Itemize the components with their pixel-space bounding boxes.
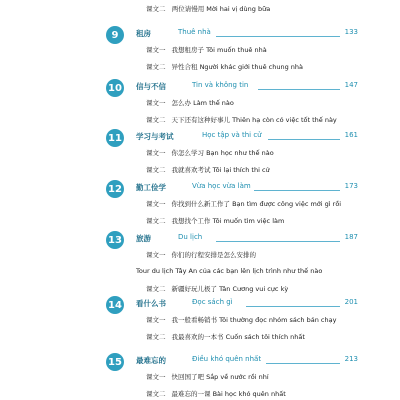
- toc-subentry[interactable]: [146, 62, 303, 71]
- subentry-label: 课文一: [146, 373, 166, 381]
- subentry-label: 课文二: [146, 5, 166, 13]
- lesson-title-vi: Du lịch: [178, 233, 203, 241]
- lesson-title-zh: 租房: [136, 29, 151, 38]
- toc-subentry[interactable]: [146, 148, 274, 157]
- toc-subentry[interactable]: [146, 332, 305, 341]
- lesson-number-badge: 11: [106, 129, 124, 147]
- page-number: 173: [344, 182, 358, 190]
- lesson-heading: [136, 182, 358, 194]
- lesson-heading: [136, 298, 358, 310]
- leader-line: [254, 190, 340, 191]
- lesson-title-vi: Tin và không tin: [192, 81, 249, 89]
- subentry-text: 我一般看畅销书 Tôi thường đọc nhóm sách bán chạy: [171, 316, 337, 324]
- subentry-label: 课文一: [146, 251, 166, 259]
- leader-line: [216, 241, 340, 242]
- subentry-label: 课文一: [146, 46, 166, 54]
- toc-subentry[interactable]: [146, 315, 336, 324]
- subentry-text: 我想找个工作 Tôi muốn tìm việc làm: [171, 217, 285, 225]
- page-number: 147: [344, 81, 358, 89]
- lesson-number-badge: 10: [106, 79, 124, 97]
- lesson-title-zh: 看什么书: [136, 299, 166, 308]
- toc-subentry[interactable]: [146, 372, 269, 381]
- leader-line: [268, 139, 340, 140]
- subentry-text: 怎么办 Làm thế nào: [171, 99, 234, 107]
- toc-subentry[interactable]: [146, 165, 270, 174]
- toc-subentry[interactable]: [146, 216, 284, 225]
- lesson-title-zh: 旅游: [136, 234, 151, 243]
- subentry-label: 课文一: [146, 316, 166, 324]
- subentry-label: 课文一: [146, 149, 166, 157]
- subentry-text: 你们的行程安排是怎么安排的: [171, 251, 256, 259]
- page-number: 213: [344, 355, 358, 363]
- subentry-label: 课文一: [146, 99, 166, 107]
- subentry-text: 你怎么学习 Bạn học như thế nào: [171, 149, 274, 157]
- toc-subentry[interactable]: [146, 199, 341, 208]
- toc-subentry[interactable]: [146, 115, 337, 124]
- lesson-number-badge: 9: [106, 26, 124, 44]
- toc-subentry[interactable]: [146, 98, 234, 107]
- page-number: 161: [344, 131, 358, 139]
- lesson-number-badge: 15: [106, 353, 124, 371]
- toc-subentry[interactable]: [146, 45, 267, 54]
- lesson-heading: [136, 233, 358, 245]
- lesson-heading: [136, 355, 358, 367]
- subentry-label: 课文二: [146, 390, 166, 398]
- toc-subentry[interactable]: [146, 284, 288, 293]
- subentry-text: 我想租房子 Tôi muốn thuê nhà: [171, 46, 267, 54]
- lesson-heading: [136, 81, 358, 93]
- lesson-title-vi: Thuê nhà: [178, 28, 211, 36]
- toc-subentry[interactable]: [146, 250, 256, 259]
- lesson-number-badge: 13: [106, 231, 124, 249]
- subentry-text: 两位请慢用 Mời hai vị dùng bữa: [171, 5, 271, 13]
- lesson-title-vi: Vừa học vừa làm: [192, 182, 251, 190]
- leader-line: [266, 363, 340, 364]
- subentry-text: Tour du lịch Tây An của các bạn lên lịch trình như thế nào: [136, 267, 323, 275]
- subentry-text: 最难忘的一课 Bài học khó quên nhất: [171, 390, 286, 398]
- leader-line: [258, 89, 340, 90]
- lesson-title-zh: 最难忘的: [136, 356, 166, 365]
- subentry-text: 新疆好玩儿极了 Tân Cương vui cực kỳ: [171, 285, 289, 293]
- lesson-heading: [136, 28, 358, 40]
- lesson-heading: [136, 131, 358, 143]
- toc-subentry[interactable]: [136, 267, 322, 275]
- subentry-text: 你找到什么新工作了 Bạn tìm được công việc mới gì rồi: [171, 200, 342, 208]
- toc-subentry: [146, 4, 270, 13]
- subentry-text: 快回国了吧 Sắp về nước rồi nhỉ: [171, 373, 269, 381]
- lesson-title-zh: 学习与考试: [136, 132, 174, 141]
- subentry-label: 课文一: [146, 200, 166, 208]
- page-number: 133: [344, 28, 358, 36]
- subentry-label: 课文二: [146, 166, 166, 174]
- leader-line: [216, 36, 340, 37]
- lesson-title-zh: 勤工俭学: [136, 183, 166, 192]
- lesson-number-badge: 14: [106, 296, 124, 314]
- lesson-title-zh: 信与不信: [136, 82, 166, 91]
- subentry-label: 课文二: [146, 285, 166, 293]
- lesson-title-vi: Học tập và thi cử: [202, 131, 262, 139]
- lesson-title-vi: Điều khó quên nhất: [192, 355, 262, 363]
- page-number: 187: [344, 233, 358, 241]
- subentry-label: 课文二: [146, 116, 166, 124]
- subentry-text: 异性合租 Người khác giới thuê chung nhà: [171, 63, 304, 71]
- subentry-text: 我最喜欢的一本书 Cuốn sách tôi thích nhất: [171, 333, 305, 341]
- page-number: 201: [344, 298, 358, 306]
- subentry-label: 课文二: [146, 217, 166, 225]
- subentry-text: 天下还有这种好事儿 Thiên hạ còn có việc tốt thế này: [171, 116, 337, 124]
- leader-line: [246, 306, 340, 307]
- toc-subentry[interactable]: [146, 389, 286, 398]
- lesson-number-badge: 12: [106, 180, 124, 198]
- subentry-label: 课文二: [146, 63, 166, 71]
- subentry-label: 课文二: [146, 333, 166, 341]
- subentry-text: 我就喜欢考试 Tôi lại thích thi cử: [171, 166, 270, 174]
- lesson-title-vi: Đọc sách gì: [192, 298, 233, 306]
